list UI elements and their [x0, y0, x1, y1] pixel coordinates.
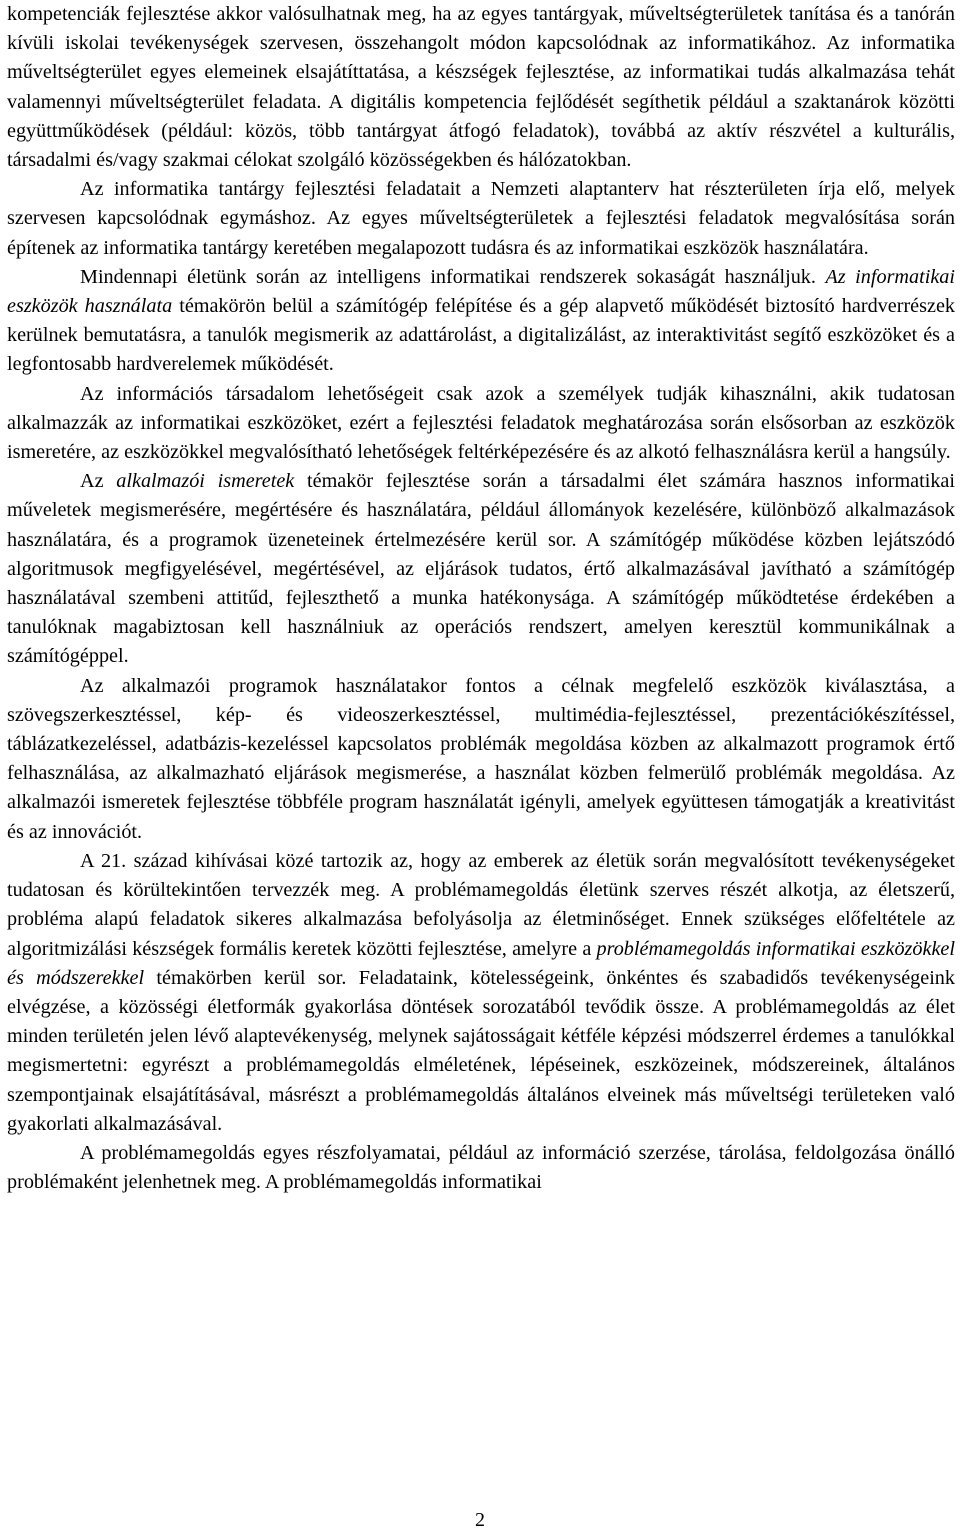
page-number: 2: [475, 1509, 485, 1531]
paragraph: [7, 380, 955, 468]
document-page: [7, 0, 955, 1197]
text-run: kompetenciák fejlesztése akkor valósulhatnak meg, ha az egyes tantárgyak, műveltségterületek tanítása és a tanórán kívüli iskolai tevékenységek szervesen, összehangolt módon kapcsolódnak az informatikához. Az informatika műveltségterület egyes elemeinek elsajátíttatása, a készségek fejlesztése, az informatikai tudás alkalmazása tehát valamennyi műveltségterület feladata. A digitális kompetencia fejlődését segíthetik például a szaktanárok közötti együttműködések (például: közös, több tantárgyat átfogó feladatok), továbbá az aktív részvétel a kulturális, társadalmi és/vagy szakmai célokat szolgáló közösségekben és hálózatokban.: [7, 3, 955, 172]
paragraph: [7, 1139, 955, 1197]
text-run: A 21. század kihívásai közé tartozik az, hogy az emberek az életük során megvalósított tevékenységeket tudatosan és körültekintően tervezzék meg. A problémamegoldás életünk szerves részét alkotja, az életszerű, probléma alapú feladatok sikeres alkalmazása befolyásolja az életminőséget. Ennek szükséges előfeltétele az algoritmizálási készségek formális keretek közötti fejlesztése, amelyre a: [7, 849, 955, 960]
text-run: témakör fejlesztése során a társadalmi élet számára hasznos informatikai műveletek megismerésére, megértésére és használatára, például állományok kezelésére, különböző alkalmazások használatára, és a programok üzeneteinek értelmezésére kerül sor. A számítógép működése közben lejátszódó algoritmusok megfigyelésével, megértésével, az eljárások tudatos, értő alkalmazásával javítható a számítógép használatával szembeni attitűd, fejleszthető a munka hatékonysága. A számítógép működtetése érdekében a tanulóknak magabiztosan kell használniuk az operációs rendszert, amelyen keresztül kommunikálnak a számítógéppel.: [7, 470, 955, 668]
text-run: Az alkalmazói programok használatakor fontos a célnak megfelelő eszközök kiválasztása, a szövegszerkesztéssel, kép- és videoszerkesztéssel, multimédia-fejlesztéssel, prezentációkészítéssel, táblázatkezeléssel, adatbázis-kezeléssel kapcsolatos problémák megoldása közben az alkalmazott programok értő felhasználása, az alkalmazható eljárások megismerése, a használat közben felmerülő problémák megoldása. Az alkalmazói ismeretek fejlesztése többféle program használatát igényli, amelyek együttesen támogatják a kreativitást és az innovációt.: [7, 674, 955, 843]
paragraph: [7, 263, 955, 380]
paragraph: [7, 0, 955, 175]
paragraph: [7, 672, 955, 847]
text-run: témakörön belül a számítógép felépítése és a gép alapvető működését biztosító hardverrészek kerülnek bemutatásra, a tanulók megismerik az adattárolást, a digitalizálást, az interaktivitást segítő eszközöket és a legfontosabb hardverelemek működését.: [7, 295, 955, 376]
text-run: témakörben kerül sor. Feladataink, kötelességeink, önkéntes és szabadidős tevékenységeink elvégzése, a közösségi életformák gyakorlása döntések sorozatából tevődik össze. A problémamegoldás az élet minden területén jelen lévő alaptevékenység, melynek sajátosságait kétféle képzési módszerrel érdemes a tanulókkal megismertetni: egyrészt a problémamegoldás elméletének, lépéseinek, eszközeinek, módszereinek, általános szempontjainak elsajátításával, másrészt a problémamegoldás általános elveinek más műveltségi területeken való gyakorlati alkalmazásával.: [7, 966, 955, 1135]
italic-text-run: Az informatikai eszközök használata: [7, 265, 955, 318]
text-run: Mindennapi életünk során az intelligens informatikai rendszerek sokaságát használjuk.: [80, 265, 826, 288]
italic-text-run: problémamegoldás informatikai eszközökkel és módszerekkel: [7, 937, 955, 989]
italic-text-run: alkalmazói ismeretek: [116, 470, 295, 493]
text-run: A problémamegoldás egyes részfolyamatai, például az információ szerzése, tárolása, feldolgozása önálló problémaként jelenhetnek meg. A problémamegoldás informatikai: [7, 1141, 955, 1194]
paragraph: [7, 847, 955, 1139]
text-run: Az informatika tantárgy fejlesztési feladatait a Nemzeti alaptanterv hat részterületen írja elő, melyek szervesen kapcsolódnak egymáshoz. Az egyes műveltségterületek a fejlesztési feladatok megvalósítása során építenek az informatika tantárgy keretében megalapozott tudásra és az informatikai eszközök használatára.: [7, 178, 955, 259]
paragraph: [7, 175, 955, 263]
paragraph: [7, 467, 955, 671]
text-run: Az: [80, 470, 117, 493]
text-run: Az információs társadalom lehetőségeit csak azok a személyek tudják kihasználni, akik tudatosan alkalmazzák az informatikai eszközöket, ezért a fejlesztési feladatok meghatározása során elsősorban az eszközök ismeretére, az eszközökkel megvalósítható lehetőségek feltérképezésére és az alkotó felhasználásra kerül a hangsúly.: [7, 382, 955, 464]
